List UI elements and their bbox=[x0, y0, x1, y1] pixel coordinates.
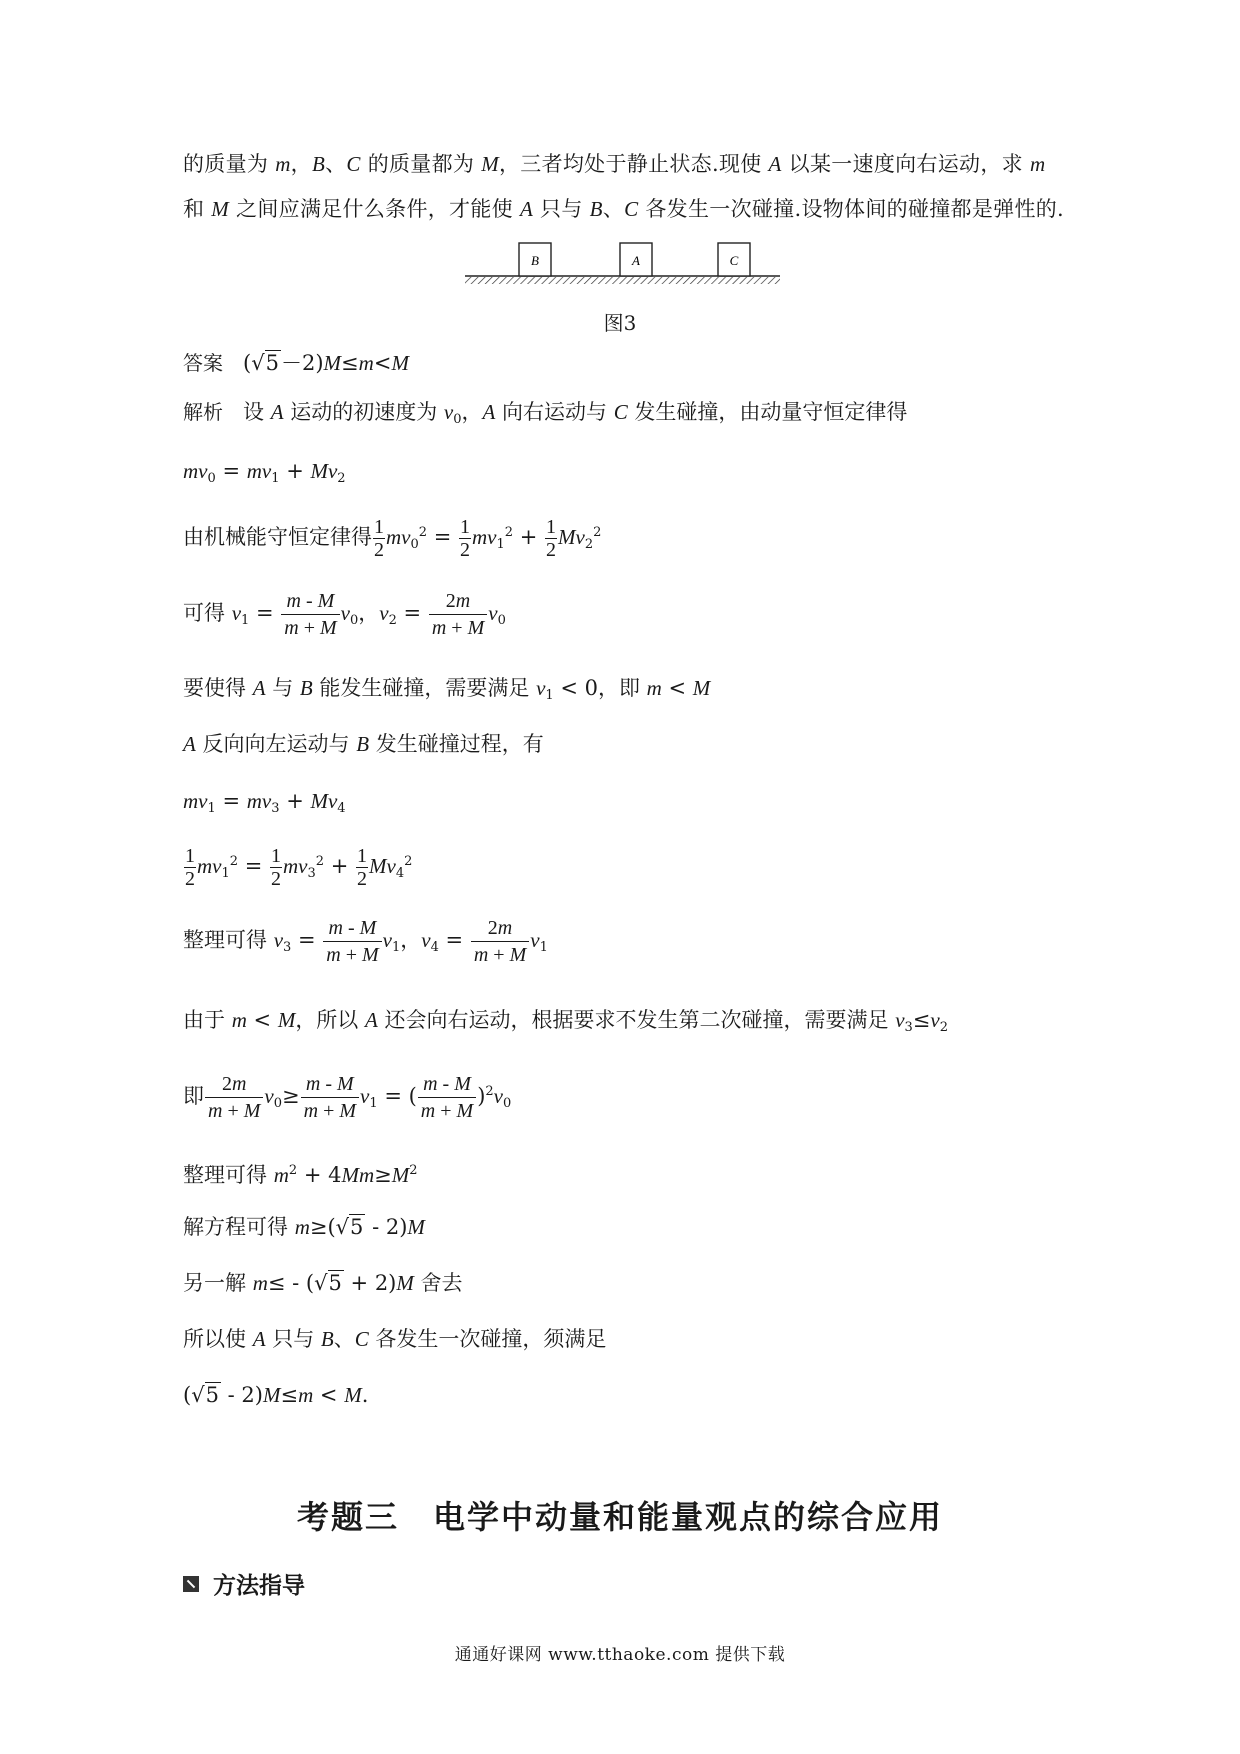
final-condition: (√5 - 2)M≤m < M. bbox=[183, 1383, 369, 1407]
problem-line-2: 和 M 之间应满足什么条件，才能使 A 只与 B、C 各发生一次碰撞.设物体间的碰撞都是弹性的. bbox=[183, 197, 1065, 221]
figure-caption: 图3 bbox=[603, 311, 637, 335]
method-icon bbox=[183, 1576, 199, 1592]
block-c-label: C bbox=[729, 253, 739, 268]
condition-ab: 要使得 A 与 B 能发生碰撞，需要满足 $v_1 < 0$，即 m < M bbox=[183, 676, 711, 703]
energy-prefix: 由机械能守恒定律得 bbox=[183, 525, 372, 549]
eq-result-2: 整理可得 $v_3$ = $\frac{m - M}{m + M}$ $v_1$，$v_4$ = $\frac{2m}{m + M}$ $v_1$ bbox=[183, 917, 548, 966]
block-a-label: A bbox=[632, 253, 640, 268]
solve-text: 解方程可得 m≥(√5 - 2)M bbox=[183, 1215, 425, 1239]
analysis-intro: 解析 设 A 运动的初速度为 $v_0$，A 向右运动与 C 发生碰撞，由动量守恒定律得 bbox=[183, 400, 908, 427]
figure-blocks bbox=[465, 240, 785, 290]
organize2-text: 整理可得 $m^2 + 4Mm\ge M^2$ bbox=[183, 1163, 418, 1187]
eq-momentum-2: $mv_1 = mv_3 + Mv_4$ bbox=[183, 789, 346, 816]
leftward-text: A 反向向左运动与 B 发生碰撞过程，有 bbox=[183, 732, 544, 756]
other-solution-text: 另一解 m≤ - (√5 + 2)M 舍去 bbox=[183, 1271, 463, 1295]
analysis-label: 解析 bbox=[183, 400, 223, 424]
answer-line: 答案 (√5－2)M≤m<M bbox=[183, 351, 409, 375]
eq-inequality: 即 $\frac{2m}{m + M}$ $v_0\ge$ $\frac{m - M}{m + M}$ $v_1$ = ( $\frac{m - M}{m + M}$ )$^2v_0$ bbox=[183, 1073, 512, 1122]
block-b-label: B bbox=[531, 253, 539, 268]
eq-energy-2: $\frac{1}{2}$ $mv_1^2$ = $\frac{1}{2}$ $mv_3^2$ + $\frac{1}{2}$ $Mv_4^2$ bbox=[185, 845, 413, 890]
section-title: 考题三 电学中动量和能量观点的综合应用 bbox=[296, 1498, 943, 1536]
problem-line-1: 的质量为 m，B、C 的质量都为 M，三者均处于静止状态.现使 A 以某一速度向右运动，求 m bbox=[183, 152, 1046, 176]
ji-prefix: 即 bbox=[183, 1084, 204, 1108]
so-text: 所以使 A 只与 B、C 各发生一次碰撞，须满足 bbox=[183, 1327, 607, 1351]
method-label: 方法指导 bbox=[213, 1573, 305, 1599]
eq-momentum-1: $mv_0 = mv_1 + Mv_2$ bbox=[183, 459, 346, 486]
since-text: 由于 m < M，所以 A 还会向右运动，根据要求不发生第二次碰撞，需要满足 $v_3\le v_2$ bbox=[183, 1008, 949, 1035]
answer-label: 答案 bbox=[183, 351, 223, 375]
result-prefix: 可得 bbox=[183, 601, 225, 625]
eq-energy-1: 由机械能守恒定律得 $\frac{1}{2}$ $mv_0^2$ = $\frac{1}{2}$ $mv_1^2$ + $\frac{1}{2}$ $Mv_2^2$ bbox=[183, 516, 602, 561]
footer: 通通好课网 www.tthaoke.com 提供下载 bbox=[454, 1645, 786, 1665]
method-heading bbox=[183, 1567, 305, 1600]
eq-result-1: 可得 $v_1$ = $\frac{m - M}{m + M}$ $v_0$，$v_2$ = $\frac{2m}{m + M}$ $v_0$ bbox=[183, 590, 506, 639]
organize-prefix: 整理可得 bbox=[183, 928, 267, 952]
